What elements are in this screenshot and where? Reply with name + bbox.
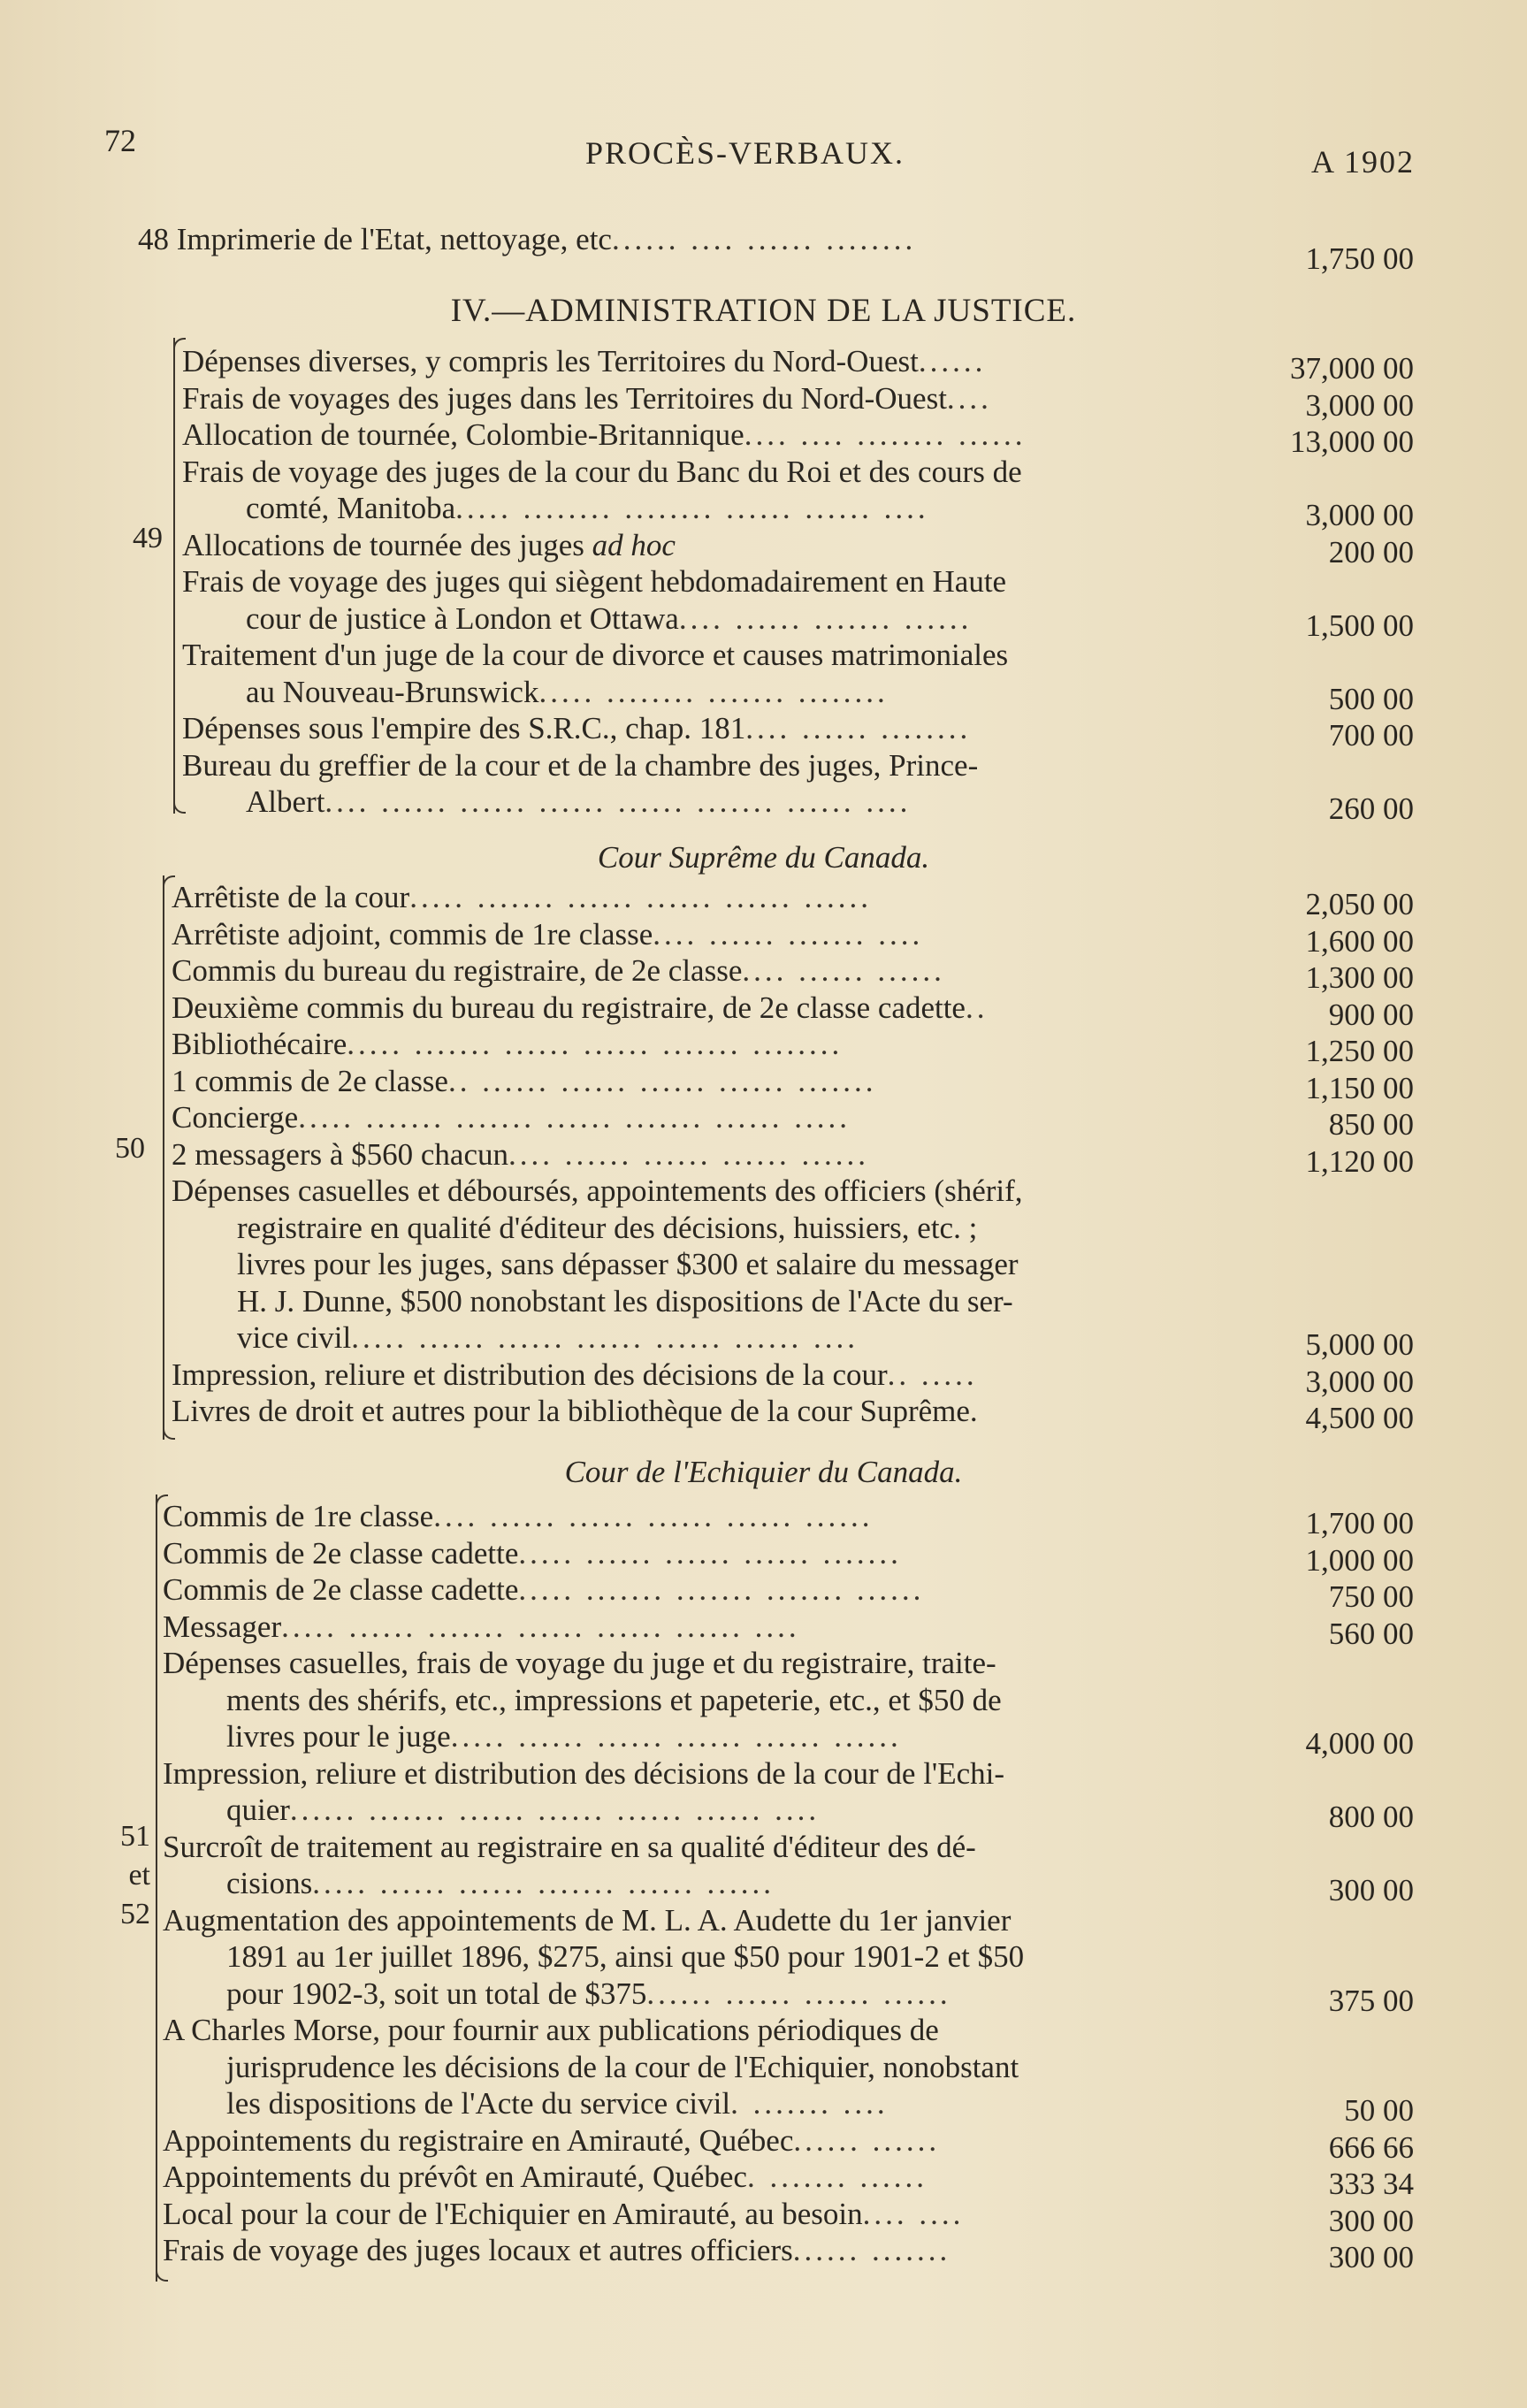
item-amount: 37,000 00 [1290, 351, 1414, 386]
item-text: Dépenses casuelles, frais de voyage du juge et du registraire, traite- [163, 1646, 996, 1680]
item-leaders: ..... ....... ....... ...... ....... ...... ..... [298, 1100, 851, 1135]
item-text: Dépenses casuelles et déboursés, appointements des officiers (shérif, [172, 1173, 1023, 1208]
item-leaders: ..... ....... ...... ...... ...... ...... [409, 880, 872, 914]
item-text: Local pour la cour de l'Echiquier en Amirauté, au besoin [163, 2196, 863, 2231]
item-text: cisions [226, 1866, 313, 1900]
item-leaders: ..... ...... ...... ....... ...... ...... [312, 1866, 775, 1900]
item-text: 1 commis de 2e classe [172, 1063, 448, 1098]
item-text: Messager [163, 1609, 282, 1644]
item-leaders: .... ...... ....... ...... [678, 600, 973, 636]
item-leaders: . ....... .... [730, 2086, 889, 2121]
item-amount: 300 00 [1328, 1873, 1414, 1907]
running-title: PROCÈS-VERBAUX. [585, 135, 905, 171]
item-text: Commis du bureau du registraire, de 2e classe [172, 953, 743, 988]
page-number: 72 [104, 123, 136, 158]
vote-number: 49 [133, 522, 163, 554]
item-text: Frais de voyage des juges de la cour du Banc du Roi et des cours de [182, 454, 1022, 489]
item-text: Commis de 1re classe [163, 1499, 434, 1533]
item-amount: 375 00 [1328, 1983, 1414, 2018]
item-text: Albert [246, 784, 325, 819]
item-text: les dispositions de l'Acte du service civil [226, 2086, 731, 2121]
item-leaders: .... .... ........ ...... [744, 417, 1027, 452]
item-text: Commis de 2e classe cadette [163, 1535, 519, 1571]
item-amount: 3,000 00 [1305, 498, 1414, 532]
item-text: livres pour le juge [226, 1719, 451, 1754]
item-amount: 666 66 [1328, 2129, 1414, 2165]
item-text: Arrêtiste adjoint, commis de 1re classe [172, 916, 653, 952]
item-amount: 500 00 [1328, 681, 1414, 716]
bracket [156, 1494, 157, 2282]
item-amount: 1,150 00 [1305, 1070, 1414, 1105]
item-leaders: .... ...... ...... [742, 953, 945, 988]
item-text: Arrêtiste de la cour [172, 880, 410, 914]
item-text: Frais de voyage des juges locaux et autres officiers [163, 2233, 793, 2267]
bracket [163, 875, 164, 1440]
item-leaders: .... [946, 380, 992, 416]
item-text: ments des shérifs, etc., impressions et papeterie, etc., et $50 de [226, 1682, 1002, 1717]
item-text: Frais de voyage des juges qui siègent hebdomadairement en Haute [182, 564, 1007, 599]
item-amount: 5,000 00 [1305, 1327, 1414, 1362]
item-amount: 300 00 [1328, 2203, 1414, 2238]
item-text: Dépenses diverses, y compris les Territoires du Nord-Ouest [182, 344, 919, 378]
item-amount: 4,500 00 [1305, 1401, 1414, 1435]
item-text: vice civil [237, 1320, 352, 1355]
item-text: Commis de 2e classe cadette [163, 1572, 519, 1607]
item-text: quier [226, 1793, 290, 1827]
item-leaders: ..... ....... ...... ...... ....... ........ [347, 1027, 844, 1061]
item-leaders: ...... ....... [792, 2233, 951, 2267]
item-amount: 3,000 00 [1305, 1364, 1414, 1399]
item-text: Traitement d'un juge de la cour de divorce et causes matrimoniales [182, 638, 1009, 672]
item-text: Appointements du prévôt en Amirauté, Québec [163, 2160, 747, 2194]
item-amount: 300 00 [1328, 2240, 1414, 2274]
item-leaders: .... ...... ........ [745, 711, 972, 745]
item-text: Bureau du greffier de la cour et de la chambre des juges, Prince- [182, 747, 979, 783]
item-text: livres pour les juges, sans dépasser $300 et salaire du messager [237, 1247, 1019, 1281]
section-title: Cour de l'Echiquier du Canada. [564, 1455, 963, 1489]
item-text: Deuxième commis du bureau du registraire, de 2e classe cadette [172, 990, 966, 1025]
item-text: cour de justice à London et Ottawa [246, 600, 679, 636]
item-text: 48 Imprimerie de l'Etat, nettoyage, etc [138, 222, 612, 256]
item-text: pour 1902-3, soit un total de $375 [226, 1976, 647, 2011]
item-text: Dépenses sous l'empire des S.R.C., chap. 181 [182, 711, 746, 745]
item-amount: 750 00 [1328, 1579, 1414, 1614]
item-text: Bibliothécaire [172, 1027, 347, 1061]
item-leaders: .... ...... ...... ...... ...... ....... ...... .... [324, 784, 912, 819]
item-leaders: .... .... [862, 2196, 965, 2231]
item-leaders: ...... .... ...... ........ [611, 222, 917, 256]
vote-number: 51 et 52 [120, 1820, 150, 1930]
item-leaders: . ....... ...... [746, 2160, 928, 2194]
item-text: 1891 au 1er juillet 1896, $275, ainsi que $50 pour 1901-2 et $50 [226, 1939, 1025, 1974]
section-title: IV.—ADMINISTRATION DE LA JUSTICE. [450, 293, 1077, 329]
item-amount: 13,000 00 [1290, 424, 1414, 459]
item-amount: 800 00 [1328, 1800, 1414, 1834]
item-leaders: ...... ...... [793, 2122, 941, 2158]
item-amount: 333 34 [1328, 2167, 1414, 2201]
item-leaders: ..... ...... ....... ...... ...... ...... .... [281, 1609, 800, 1644]
item-text: jurisprudence les décisions de la cour de l'Echiquier, nonobstant [226, 2049, 1019, 2084]
item-text: Impression, reliure et distribution des décisions de la cour de l'Echi- [163, 1755, 1005, 1791]
item-amount: 700 00 [1328, 718, 1414, 753]
item-amount: 1,750 00 [1305, 241, 1414, 276]
item-text: registraire en qualité d'éditeur des décisions, huissiers, etc. ; [237, 1210, 978, 1245]
item-text: Frais de voyages des juges dans les Territoires du Nord-Ouest [182, 380, 947, 416]
item-text: A Charles Morse, pour fournir aux publications périodiques de [163, 2013, 939, 2047]
item-amount: 850 00 [1328, 1107, 1414, 1142]
item-text: Appointements du registraire en Amirauté, Québec [163, 2122, 794, 2158]
item-text: Allocation de tournée, Colombie-Britannique [182, 417, 744, 452]
item-text: comté, Manitoba [246, 491, 456, 525]
item-leaders: .. ...... ...... ...... ...... ....... [447, 1063, 877, 1098]
item-amount: 50 00 [1344, 2093, 1414, 2128]
item-leaders: .. [965, 990, 989, 1025]
item-amount: 4,000 00 [1305, 1726, 1414, 1761]
item-text: Augmentation des appointements de M. L. A. Audette du 1er janvier [163, 1902, 1012, 1938]
bracket [173, 338, 175, 814]
item-text: Concierge [172, 1100, 299, 1135]
item-amount: 1,600 00 [1305, 923, 1414, 959]
item-text: H. J. Dunne, $500 nonobstant les dispositions de l'Acte du ser- [237, 1283, 1013, 1319]
item-amount: 560 00 [1328, 1616, 1414, 1651]
item-text-italic: ad hoc [592, 527, 676, 562]
item-leaders: ...... ....... ...... ...... ...... ...... .... [289, 1793, 821, 1827]
item-leaders: .. ..... [887, 1357, 978, 1392]
item-text: Impression, reliure et distribution des décisions de la cour [172, 1357, 888, 1392]
item-leaders: ..... ...... ...... ...... ...... ...... .... [351, 1320, 859, 1355]
item-leaders: .... ...... ...... ...... ...... ...... [433, 1499, 874, 1533]
item-amount: 3,000 00 [1305, 387, 1414, 423]
item-amount: 1,250 00 [1305, 1034, 1414, 1068]
item-amount: 260 00 [1328, 791, 1414, 826]
vote-number: 50 [115, 1132, 145, 1165]
item-amount: 1,300 00 [1305, 960, 1414, 995]
item-amount: 1,120 00 [1305, 1143, 1414, 1179]
item-leaders: ..... ........ ....... ........ [538, 674, 889, 709]
item-text: Livres de droit et autres pour la bibliothèque de la cour Suprême. [172, 1394, 978, 1428]
item-leaders: ...... ...... ...... ...... [646, 1976, 951, 2011]
section-title: Cour Suprême du Canada. [597, 840, 930, 875]
item-leaders: ..... ...... ...... ...... ...... ...... [450, 1719, 902, 1754]
item-leaders: ...... [918, 344, 987, 378]
item-leaders: ..... ...... ...... ...... ....... [518, 1535, 902, 1571]
item-amount: 900 00 [1328, 997, 1414, 1032]
item-leaders: .... ...... ...... ...... ...... [508, 1136, 869, 1172]
item-amount: 1,500 00 [1305, 608, 1414, 643]
item-amount: 2,050 00 [1305, 887, 1414, 921]
item-leaders: ..... ....... ....... ....... ...... [518, 1572, 925, 1607]
item-text: 2 messagers à $560 chacun [172, 1136, 508, 1172]
item-text: Surcroît de traitement au registraire en sa qualité d'éditeur des dé- [163, 1829, 976, 1864]
item-amount: 1,700 00 [1305, 1506, 1414, 1540]
item-leaders: .... ...... ....... .... [653, 916, 924, 952]
item-text: Allocations de tournée des juges [182, 527, 592, 562]
session-year: A 1902 [1311, 144, 1416, 180]
item-amount: 200 00 [1328, 534, 1414, 570]
item-leaders: ..... ........ ........ ...... ...... .... [455, 491, 929, 525]
item-text: au Nouveau-Brunswick [246, 674, 539, 709]
item-amount: 1,000 00 [1305, 1542, 1414, 1578]
